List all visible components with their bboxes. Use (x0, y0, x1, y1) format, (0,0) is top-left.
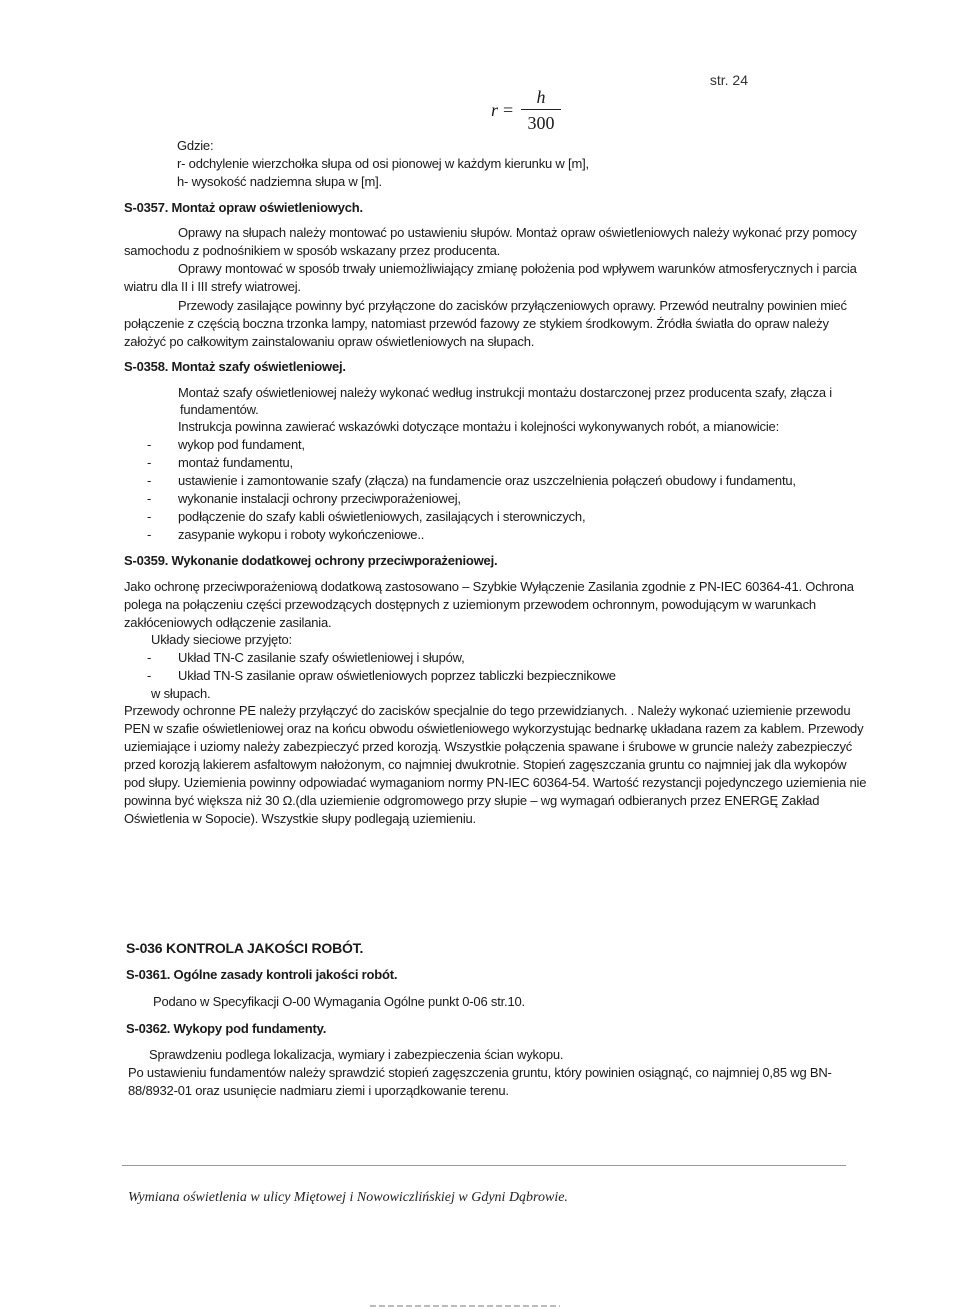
page-number: str. 24 (709, 72, 748, 88)
scan-artifact (370, 1305, 560, 1307)
s0362-p2-line1: Po ustawieniu fundamentów należy sprawdzić stopień zagęszczenia gruntu, który powinien osiągnąć, co najmniej 0,85 wg BN- (128, 1065, 832, 1080)
section-s0358-title: S-0358. Montaż szafy oświetleniowej. (124, 359, 346, 374)
s0359-p2-line7: Oświetlenia w Sopocie). Wszystkie słupy podlegają uziemieniu. (124, 811, 476, 826)
section-s0359-title: S-0359. Wykonanie dodatkowej ochrony przeciwporażeniowej. (124, 553, 498, 568)
s0359-p2-line4: przed korozją lakierem asfaltowym nałożonym, co najmniej dwukrotnie. Stopień zagęszczania gruntu co najmniej jak dla wykopów (124, 757, 847, 772)
bullet-dash: - (147, 650, 152, 665)
formula-fraction (521, 86, 561, 134)
s0359-p1-line3: zakłóceniowych odłączenie zasilania. (124, 615, 332, 630)
bullet-dash: - (147, 437, 152, 452)
s0358-p2: Instrukcja powinna zawierać wskazówki dotyczące montażu i kolejności wykonywanych robót, a mianowicie: (178, 419, 779, 434)
s0362-p1: Sprawdzeniu podlega lokalizacja, wymiary i zabezpieczenia ścian wykopu. (149, 1047, 564, 1062)
bullet-dash: - (147, 668, 152, 683)
s0357-p3-line1: Przewody zasilające powinny być przyłączone do zacisków przyłączeniowych oprawy. Przewód neutralny powinien mieć (178, 298, 847, 313)
h-definition: h- wysokość nadziemna słupa w [m]. (177, 174, 382, 189)
list-item: wykop pod fundament, (178, 437, 305, 452)
footer-text: Wymiana oświetlenia w ulicy Miętowej i Nowowiczlińskiej w Gdyni Dąbrowie. (128, 1190, 568, 1205)
s0357-p3-line2: połączenie z częścią boczna trzonka lampy, natomiast przewód fazowy ze stykiem środkowym. Źródła światła do opraw należy (124, 316, 829, 331)
s0357-p1-line2: samochodu z podnośnikiem w sposób wskazany przez producenta. (124, 243, 501, 258)
s0362-p2-line2: 88/8932-01 oraz usunięcie nadmiaru ziemi i uporządkowanie terenu. (128, 1083, 509, 1098)
s0357-p3-line3: założyć po całkowitym zainstalowaniu opraw oświetleniowych na słupach. (124, 334, 535, 349)
list-item: zasypanie wykopu i roboty wykończeniowe.. (178, 527, 425, 542)
list-item: podłączenie do szafy kabli oświetleniowych, zasilających i sterowniczych, (178, 509, 586, 524)
bullet-dash: - (147, 491, 152, 506)
section-s0357-title: S-0357. Montaż opraw oświetleniowych. (124, 200, 363, 215)
s0359-p2-line5: pod słupy. Uziemienia powinny odpowiadać wymaganiom normy PN-IEC 60364-54. Wartość rezystancji pojedynczego uziemienia nie (124, 775, 867, 790)
bullet-dash: - (147, 473, 152, 488)
s0359-p1-line1: Jako ochronę przeciwporażeniową dodatkową zastosowano – Szybkie Wyłączenie Zasilania zgodnie z PN-IEC 60364-41. Ochrona (124, 579, 854, 594)
bullet-dash: - (147, 455, 152, 470)
s0359-p2-line2: PEN w szafie oświetleniowej oraz na końcu obwodu oświetleniowego wykorzystując bednarkę układana razem za kablem. Przewody (124, 721, 864, 736)
list-item: ustawienie i zamontowanie szafy (złącza) na fundamencie oraz uszczelnienia połączeń obudowy i fundamentu, (178, 473, 796, 488)
s0357-p2-line1: Oprawy montować w sposób trwały uniemożliwiający zmianę położenia pod wpływem warunków atmosferycznych i parcia (178, 261, 857, 276)
list-item: Układ TN-C zasilanie szafy oświetleniowej i słupów, (178, 650, 465, 665)
fraction-bar (521, 109, 561, 110)
list-item: Układ TN-S zasilanie opraw oświetleniowych poprzez tabliczki bezpiecznikowe (178, 668, 616, 683)
list-item: wykonanie instalacji ochrony przeciwporażeniowej, (178, 491, 461, 506)
s0358-p1-line1: Montaż szafy oświetleniowej należy wykonać według instrukcji montażu dostarczonej przez producenta szafy, złącza i (178, 385, 833, 400)
s0357-p1-line1: Oprawy na słupach należy montować po ustawieniu słupów. Montaż opraw oświetleniowych należy wykonać przy pomocy (178, 225, 857, 240)
network-systems-heading: Układy sieciowe przyjęto: (151, 632, 292, 647)
list-item: montaż fundamentu, (178, 455, 293, 470)
list-item-continuation: w słupach. (151, 686, 211, 701)
section-s0361-title: S-0361. Ogólne zasady kontroli jakości robót. (126, 967, 398, 982)
section-s036-title: S-036 KONTROLA JAKOŚCI ROBÓT. (126, 940, 364, 956)
formula-lhs: r (491, 100, 499, 120)
footer-divider (122, 1165, 846, 1166)
formula-equals: = (503, 100, 514, 120)
s0357-p2-line2: wiatru dla II i III strefy wiatrowej. (124, 279, 301, 294)
s0359-p2-line3: uziemiające i uziomy należy zabezpieczyć przed korozją. Wszystkie połączenia spawane i śrubowe w gruncie należy zabezpieczyć (124, 739, 853, 754)
section-s0362-title: S-0362. Wykopy pod fundamenty. (126, 1021, 327, 1036)
formula-denominator: 300 (527, 113, 555, 133)
s0361-p1: Podano w Specyfikacji O-00 Wymagania Ogólne punkt 0-06 str.10. (153, 994, 525, 1009)
s0359-p1-line2: polega na połączeniu części przewodzących dostępnych z uziemionym przewodem ochronnym, powodującym w warunkach (124, 597, 816, 612)
s0358-p1-line2: fundamentów. (180, 402, 259, 417)
r-definition: r- odchylenie wierzchołka słupa od osi pionowej w każdym kierunku w [m], (177, 156, 589, 171)
bullet-dash: - (147, 509, 152, 524)
s0359-p2-line1: Przewody ochronne PE należy przyłączyć do zacisków specjalnie do tego przewidzianych. . Należy wykonać uziemienie przewodu (124, 703, 851, 718)
s0359-p2-line6: powinna być większa niż 30 Ω.(dla uziemienie odgromowego przy słupie – wg wymagań odbieranych przez ENERGĘ Zakład (124, 793, 820, 808)
formula-numerator: h (536, 87, 546, 107)
where-heading: Gdzie: (177, 138, 214, 153)
bullet-dash: - (147, 527, 152, 542)
